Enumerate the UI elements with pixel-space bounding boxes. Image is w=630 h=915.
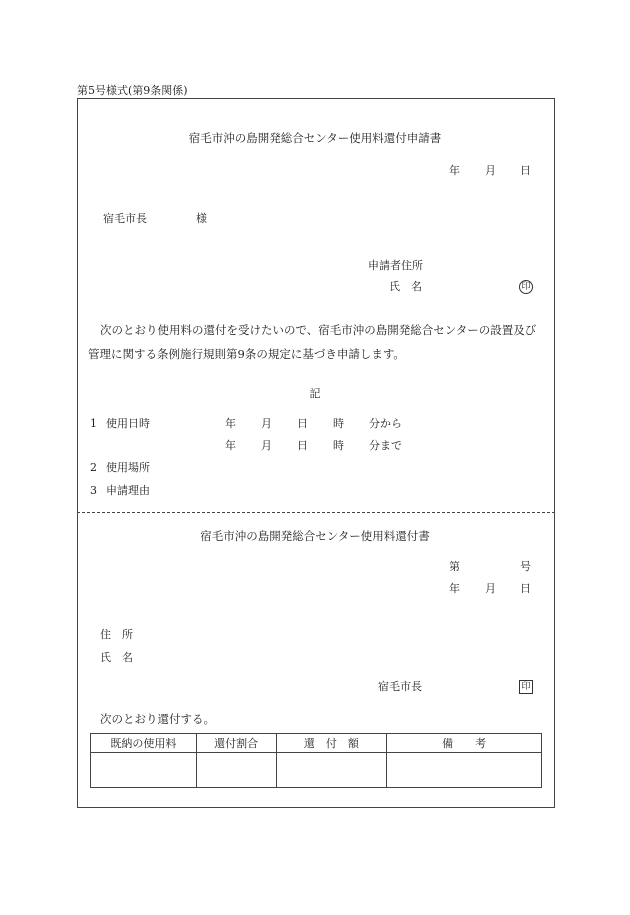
addressee-honorific: 様 bbox=[196, 212, 207, 225]
to-hour: 時 bbox=[333, 439, 344, 452]
seal-mark: 印 bbox=[519, 280, 533, 294]
cell-refund-amount bbox=[276, 753, 387, 788]
to-minute: 分まで bbox=[369, 439, 402, 452]
applicant-address-label: 申請者住所 bbox=[368, 259, 423, 272]
refund-date-day: 日 bbox=[520, 582, 531, 595]
table-row bbox=[91, 753, 542, 788]
to-day: 日 bbox=[297, 439, 308, 452]
application-title: 宿毛市沖の島開発総合センター使用料還付申請書 bbox=[188, 131, 442, 145]
item-reason-number: 3 bbox=[90, 484, 97, 497]
table-header-row bbox=[91, 734, 542, 753]
applicant-seal bbox=[519, 279, 533, 294]
form-number: 第5号様式(第9条関係) bbox=[77, 84, 188, 97]
recipient-address-label: 住 所 bbox=[100, 628, 133, 641]
application-date-year: 年 bbox=[449, 164, 460, 177]
item-usage-place-label: 使用場所 bbox=[106, 461, 150, 474]
to-year: 年 bbox=[225, 439, 236, 452]
item-reason-label: 申請理由 bbox=[106, 484, 150, 497]
header-refund-ratio: 還付割合 bbox=[196, 734, 276, 753]
from-hour: 時 bbox=[333, 417, 344, 430]
cell-remarks bbox=[387, 753, 542, 788]
from-minute: 分から bbox=[369, 417, 402, 430]
cell-paid-fee bbox=[91, 753, 197, 788]
item-usage-datetime-number: 1 bbox=[90, 417, 97, 430]
item-usage-datetime-label: 使用日時 bbox=[106, 417, 150, 430]
application-date-day: 日 bbox=[520, 164, 531, 177]
header-remarks: 備 考 bbox=[387, 734, 542, 753]
to-month: 月 bbox=[261, 439, 272, 452]
refund-title: 宿毛市沖の島開発総合センター使用料還付書 bbox=[200, 529, 430, 543]
issuer-mayor: 宿毛市長 bbox=[378, 680, 422, 693]
refund-text: 次のとおり還付する。 bbox=[100, 712, 215, 726]
cell-refund-ratio bbox=[196, 753, 276, 788]
refund-date-year: 年 bbox=[449, 582, 460, 595]
refund-date-month: 月 bbox=[485, 582, 496, 595]
from-day: 日 bbox=[297, 417, 308, 430]
cut-line bbox=[77, 512, 555, 513]
ki-heading: 記 bbox=[309, 387, 321, 400]
refund-table bbox=[90, 733, 542, 788]
application-body-text: 次のとおり使用料の還付を受けたいので、宿毛市沖の島開発総合センターの設置及び管理に関する条例施行規則第9条の規定に基づき申請します。 bbox=[88, 323, 537, 361]
addressee-mayor: 宿毛市長 bbox=[103, 212, 147, 225]
refund-number-prefix: 第 bbox=[449, 560, 460, 573]
form-frame bbox=[77, 98, 555, 808]
header-paid-fee: 既納の使用料 bbox=[91, 734, 197, 753]
from-year: 年 bbox=[225, 417, 236, 430]
from-month: 月 bbox=[261, 417, 272, 430]
header-refund-amount: 還 付 額 bbox=[276, 734, 387, 753]
seal-mark: 印 bbox=[519, 680, 533, 694]
application-date-month: 月 bbox=[485, 164, 496, 177]
issuer-seal bbox=[519, 679, 533, 694]
recipient-name-label: 氏 名 bbox=[100, 651, 133, 664]
applicant-name-label: 氏 名 bbox=[389, 280, 422, 293]
item-usage-place-number: 2 bbox=[90, 461, 97, 474]
refund-number-suffix: 号 bbox=[520, 560, 531, 573]
